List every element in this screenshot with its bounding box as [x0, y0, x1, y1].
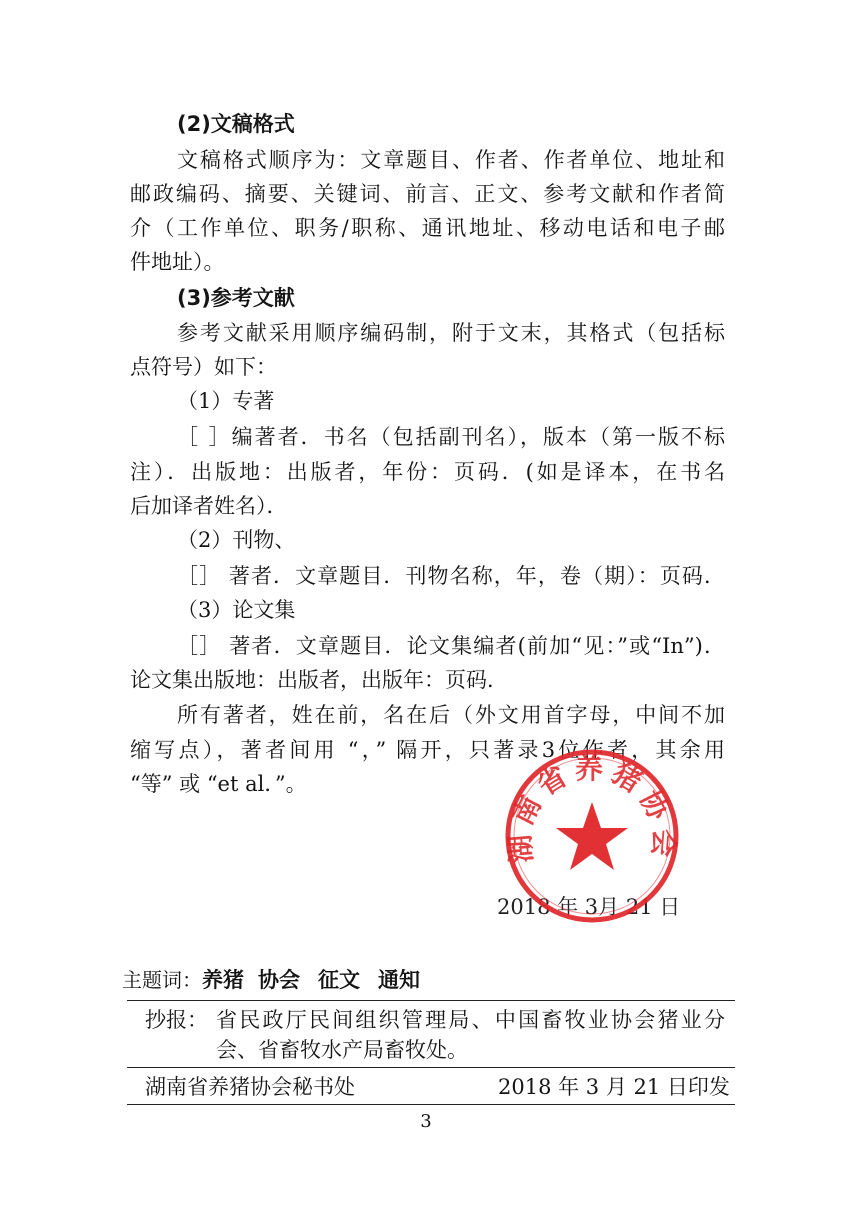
section2-line-2: 邮政编码、摘要、关键词、前言、正文、参考文献和作者简: [130, 182, 725, 206]
issuer: 湖南省养猪协会秘书处: [145, 1075, 355, 1099]
ref-item1-line-1: ［ ］编著者．书名（包括副刊名），版本（第一版不标: [177, 425, 725, 449]
ref-item1-line-3: 后加译者姓名）．: [130, 494, 288, 518]
official-seal: [502, 746, 682, 926]
issue-date: 2018 年 3 月 21 日印发: [498, 1075, 730, 1099]
signature-date: 2018 年 3月 21 日: [497, 895, 681, 919]
section3-intro-1: 参考文献采用顺序编码制，附于文末，其格式（包括标: [177, 321, 725, 345]
footer-rule-top: [127, 1000, 735, 1001]
footer-rule-bottom: [127, 1104, 735, 1105]
ref-item2-line: ［］ 著者．文章题目．刊物名称，年，卷（期）：页码．: [177, 564, 725, 588]
section2-line-3: 介（工作单位、职务/职称、通讯地址、移动电话和电子邮: [130, 216, 725, 240]
section2-heading: (2)文稿格式: [177, 112, 295, 136]
ref-item1-line-2: 注）．出版地：出版者，年份：页码．(如是译本，在书名: [130, 460, 725, 484]
ref-item3-title: （3）论文集: [177, 598, 296, 622]
section2-line-4: 件地址）。: [130, 250, 225, 274]
cc-line-1: 省民政厅民间组织管理局、中国畜牧业协会猪业分: [216, 1008, 725, 1032]
seal-star-icon: [556, 802, 628, 870]
section3-intro-2: 点符号）如下：: [130, 355, 277, 379]
ref-item1-title: （1）专著: [177, 389, 275, 413]
section2-line-1: 文稿格式顺序为：文章题目、作者、作者单位、地址和: [177, 148, 725, 172]
cc-line-2: 会、省畜牧水产局畜牧处。: [216, 1038, 468, 1062]
footer-rule-middle: [127, 1067, 735, 1068]
seal-text: 湖南省养猪协会: [502, 752, 682, 865]
ref-item3-line-2: 论文集出版地：出版者，出版年：页码．: [130, 668, 508, 692]
page-number: 3: [420, 1111, 432, 1132]
keyword-2: 协会: [258, 968, 300, 992]
keyword-1: 养猪: [202, 968, 244, 992]
keywords-row: [122, 966, 420, 994]
authors-line-3: “等” 或 “et al．”。: [130, 772, 307, 796]
keyword-4: 通知: [378, 968, 420, 992]
section3-heading: (3)参考文献: [177, 286, 295, 310]
keywords-label: 主题词：: [122, 968, 202, 992]
keyword-3: 征文: [318, 968, 360, 992]
cc-label: 抄报：: [145, 1008, 208, 1032]
authors-line-2: 缩写点），著者间用 “，” 隔开，只著录3位作者，其余用: [130, 738, 725, 762]
ref-item3-line-1: ［］ 著者．文章题目．论文集编者(前加“见：”或“In”)．: [177, 634, 725, 658]
authors-line-1: 所有著者，姓在前，名在后（外文用首字母，中间不加: [177, 703, 725, 727]
ref-item2-title: （2）刊物、: [177, 528, 296, 552]
